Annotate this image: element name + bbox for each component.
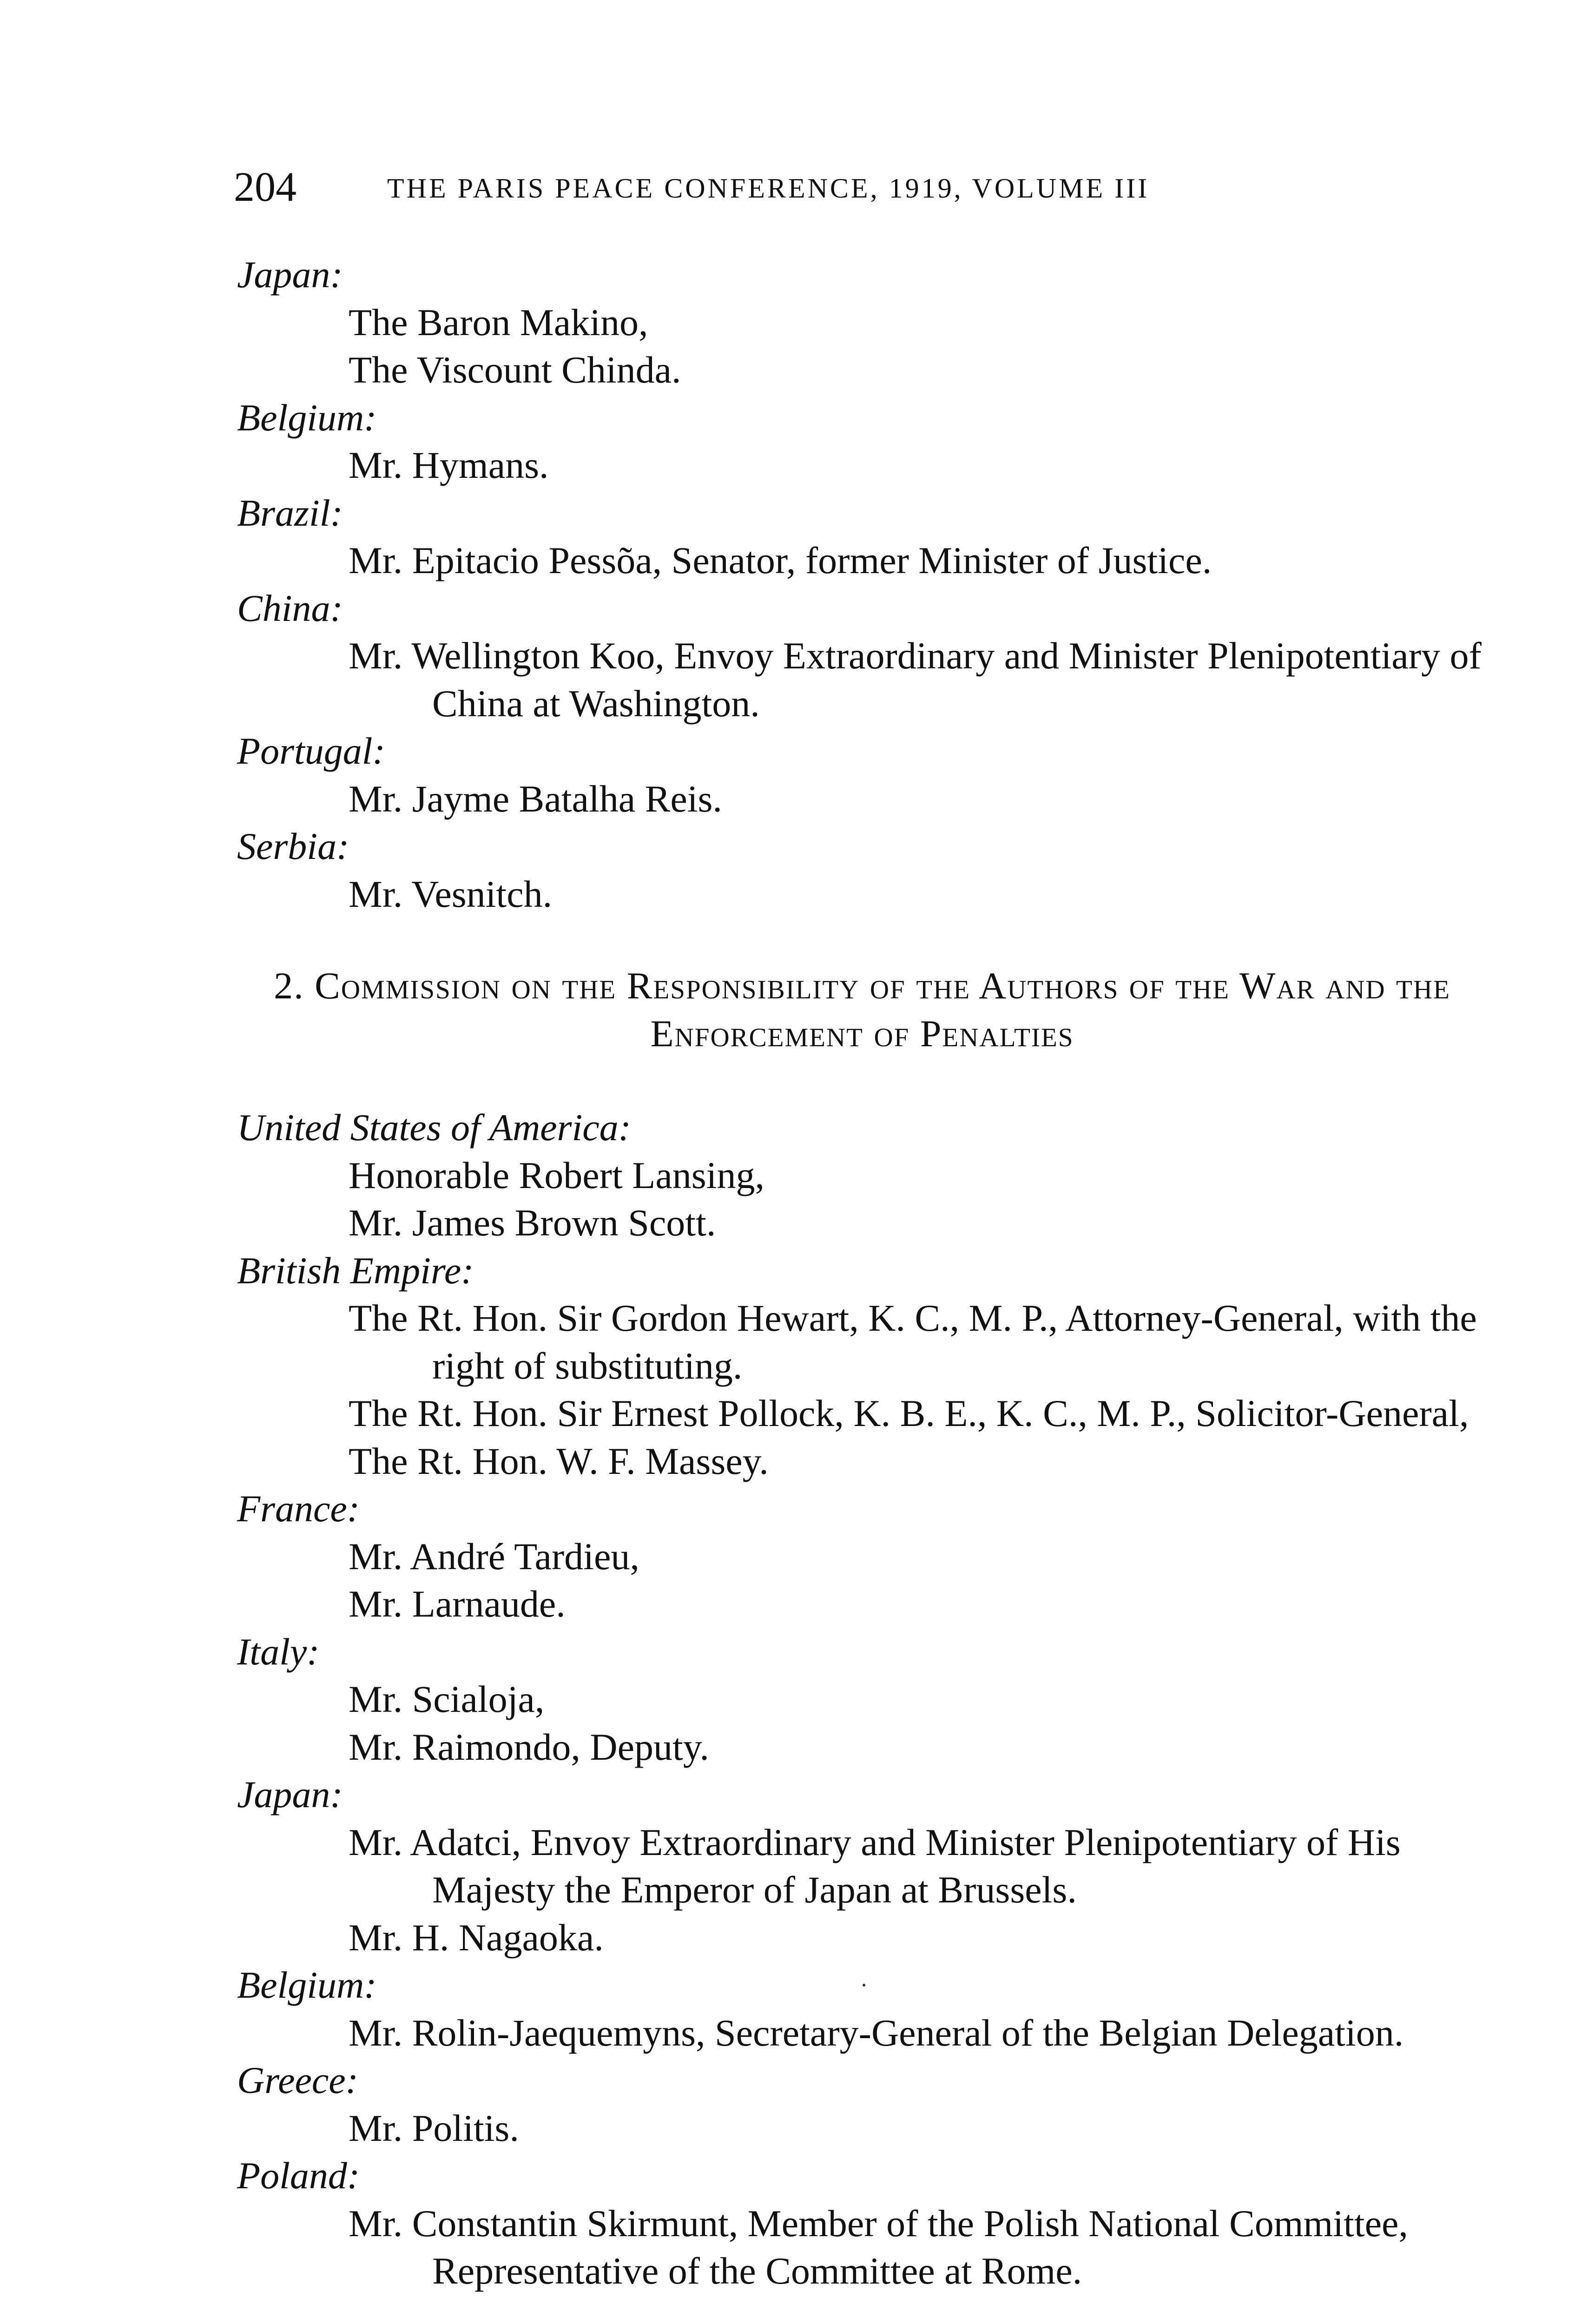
country-heading: China: — [237, 587, 343, 629]
country-heading: Belgium: — [237, 1964, 377, 2006]
country-heading: Belgium: — [237, 396, 377, 439]
delegate-entry: Mr. Larnaude. — [349, 1583, 566, 1625]
print-speck — [863, 1984, 865, 1987]
country-heading: Serbia: — [237, 825, 349, 867]
delegate-entry: Mr. Constantin Skirmunt, Member of the Polish National Committee, Representative of the Committee at Rome. — [349, 2202, 1408, 2292]
delegate-entry: The Rt. Hon. Sir Ernest Pollock, K. B. E., K. C., M. P., Solicitor-General, — [349, 1392, 1469, 1434]
delegate-entry: Honorable Robert Lansing, — [349, 1154, 764, 1196]
delegate-entry: Mr. James Brown Scott. — [349, 1202, 716, 1244]
delegate-entry: Mr. Wellington Koo, Envoy Extraordinary and Minister Plenipotentiary of China at Washington. — [349, 634, 1482, 725]
delegate-entry: Mr. Raimondo, Deputy. — [349, 1725, 709, 1768]
delegate-entry: Mr. Vesnitch. — [349, 872, 553, 915]
delegate-entry: Mr. André Tardieu, — [349, 1535, 639, 1578]
top-delegation-list — [237, 251, 1487, 918]
commission-delegation-list — [237, 1104, 1487, 2295]
delegate-entry: The Rt. Hon. W. F. Massey. — [349, 1439, 769, 1482]
country-heading: United States of America: — [237, 1106, 631, 1149]
country-heading: France: — [237, 1487, 360, 1530]
delegate-entry: Mr. H. Nagaoka. — [349, 1916, 604, 1959]
delegate-entry: Mr. Politis. — [349, 2106, 519, 2149]
page-header — [234, 162, 1349, 213]
delegate-entry: Mr. Adatci, Envoy Extraordinary and Minister Plenipotentiary of His Majesty the Emperor of Japan at Brussels. — [349, 1821, 1401, 1911]
delegate-entry: The Rt. Hon. Sir Gordon Hewart, K. C., M. P., Attorney-General, with the right of substituting. — [349, 1297, 1477, 1387]
country-heading: British Empire: — [237, 1249, 474, 1292]
delegate-entry: The Baron Makino, — [349, 301, 648, 343]
country-heading: Italy: — [237, 1630, 320, 1673]
delegate-entry: Mr. Jayme Batalha Reis. — [349, 777, 722, 820]
country-heading: Portugal: — [237, 730, 385, 772]
delegate-entry: Mr. Epitacio Pessõa, Senator, former Minister of Justice. — [349, 539, 1212, 581]
page-number: 204 — [234, 164, 297, 210]
delegate-entry: Mr. Hymans. — [349, 444, 549, 486]
country-heading: Brazil: — [237, 491, 343, 534]
country-heading: Japan: — [237, 253, 343, 296]
section-heading: 2. Commission on the Responsibility of the Authors of the War and the Enforcement of Penalties — [274, 964, 1450, 1055]
country-heading: Japan: — [237, 1773, 343, 1816]
delegate-entry: Mr. Scialoja, — [349, 1678, 545, 1720]
page-body — [237, 251, 1487, 2295]
country-heading: Poland: — [237, 2154, 360, 2197]
country-heading: Greece: — [237, 2059, 358, 2101]
delegate-entry: Mr. Rolin-Jaequemyns, Secretary-General of the Belgian Delegation. — [349, 2011, 1404, 2054]
running-head: THE PARIS PEACE CONFERENCE, 1919, VOLUME III — [387, 173, 1150, 204]
delegate-entry: The Viscount Chinda. — [349, 349, 681, 391]
